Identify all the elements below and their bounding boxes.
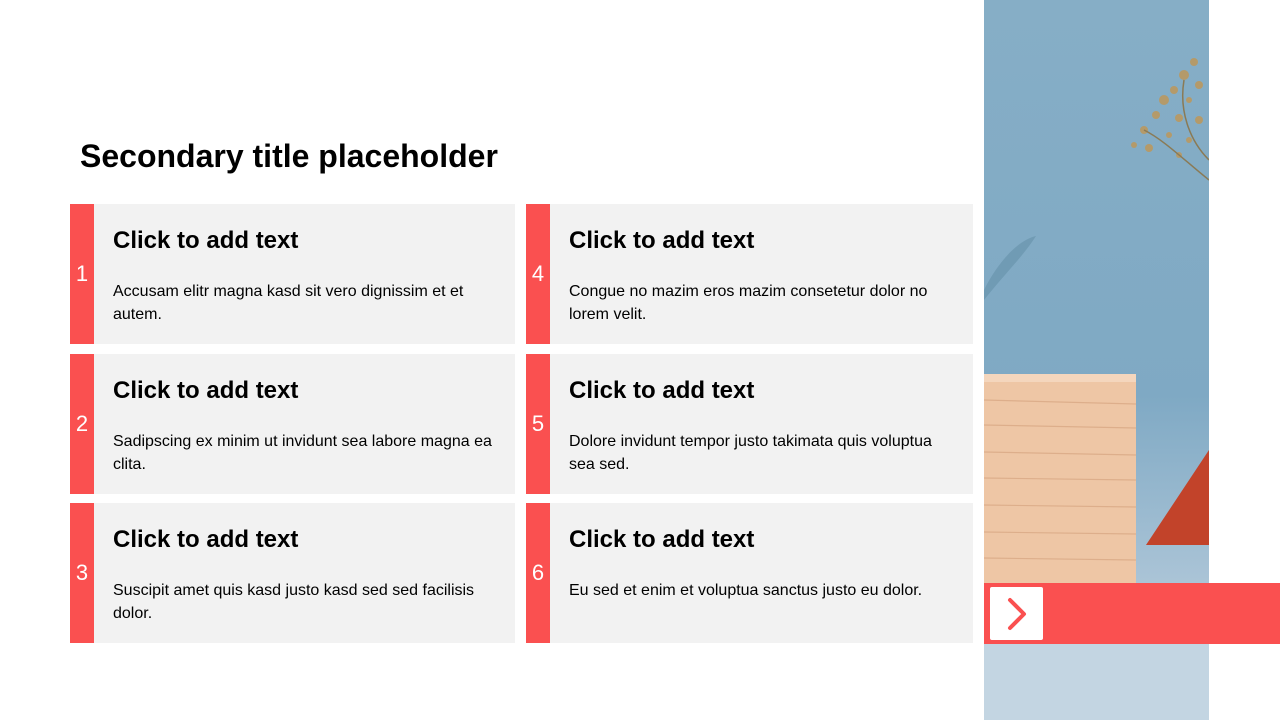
card-body[interactable]: Accusam elitr magna kasd sit vero dignissim et et autem.: [113, 283, 464, 323]
card-heading[interactable]: Click to add text: [113, 227, 299, 254]
card-6[interactable]: [526, 503, 973, 643]
card-number: 1: [70, 204, 94, 344]
next-button[interactable]: [990, 587, 1043, 640]
chevron-right-icon: [1005, 597, 1029, 631]
card-5[interactable]: [526, 354, 973, 494]
card-body[interactable]: Congue no mazim eros mazim consetetur dolor no lorem velit.: [569, 283, 928, 323]
card-body[interactable]: Dolore invidunt tempor justo takimata quis voluptua sea sed.: [569, 433, 932, 473]
card-number: 6: [526, 503, 550, 643]
card-body[interactable]: Suscipit amet quis kasd justo kasd sed sed facilisis dolor.: [113, 582, 475, 622]
card-body[interactable]: Sadipscing ex minim ut invidunt sea labore magna ea clita.: [113, 433, 492, 473]
card-heading[interactable]: Click to add text: [569, 377, 755, 404]
card-number: 2: [70, 354, 94, 494]
card-body[interactable]: Eu sed et enim et voluptua sanctus justo eu dolor.: [569, 582, 923, 599]
card-number: 4: [526, 204, 550, 344]
card-heading[interactable]: Click to add text: [569, 526, 755, 553]
card-4[interactable]: [526, 204, 973, 344]
card-3[interactable]: [70, 503, 515, 643]
card-heading[interactable]: Click to add text: [113, 377, 299, 404]
card-2[interactable]: [70, 354, 515, 494]
card-1[interactable]: [70, 204, 515, 344]
card-number: 3: [70, 503, 94, 643]
card-number: 5: [526, 354, 550, 494]
card-heading[interactable]: Click to add text: [113, 526, 299, 553]
card-heading[interactable]: Click to add text: [569, 227, 755, 254]
slide-title[interactable]: Secondary title placeholder: [80, 138, 498, 174]
